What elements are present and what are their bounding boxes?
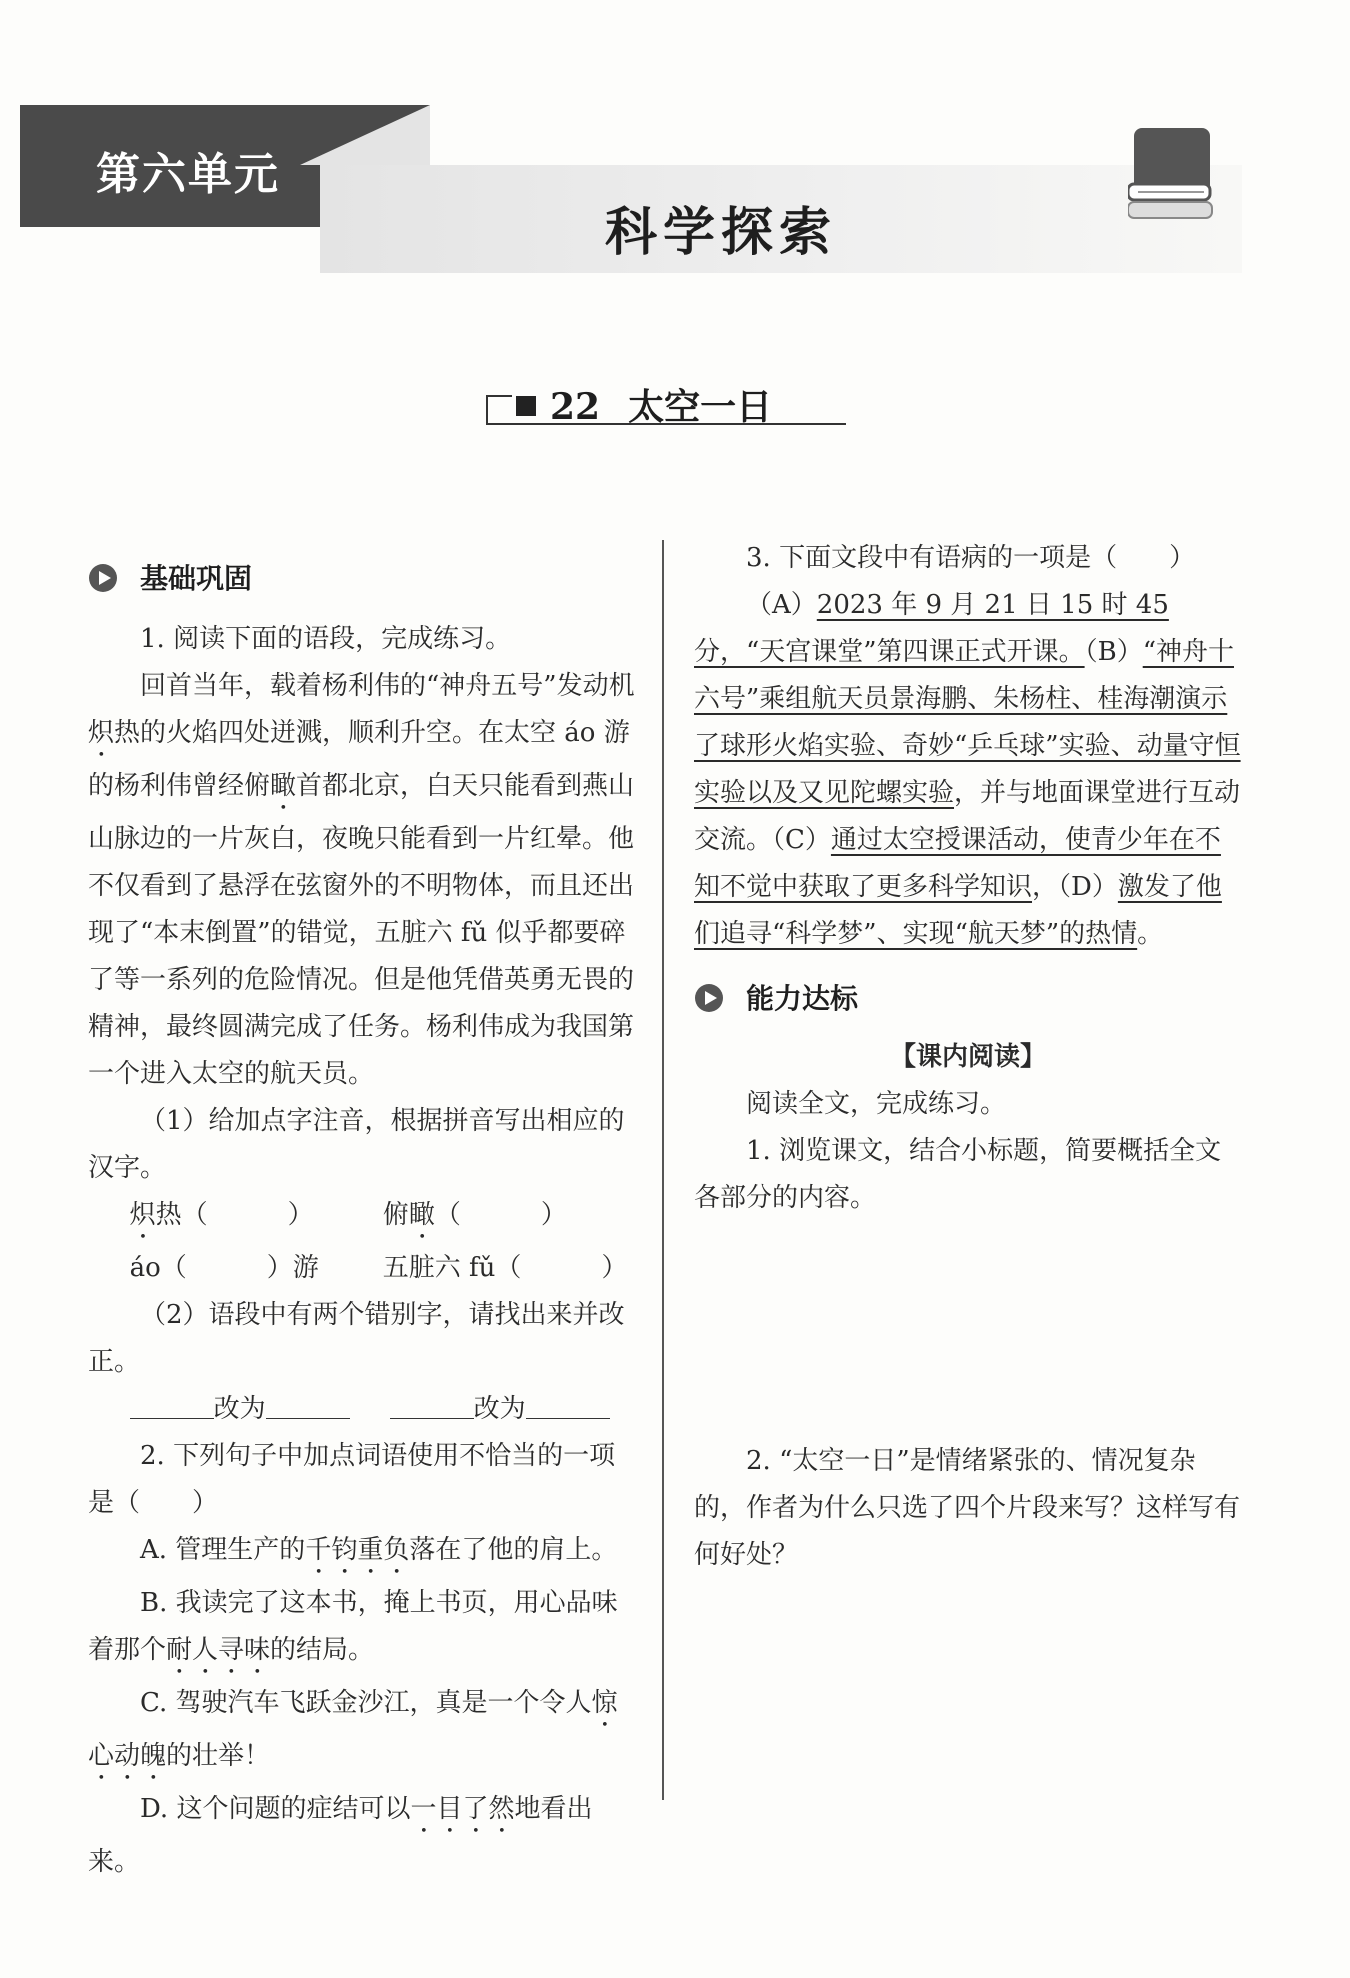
lesson-name: 太空一日	[628, 386, 773, 428]
item-text: ）	[287, 1200, 314, 1230]
passage-text: 俯	[244, 771, 271, 801]
left-column	[88, 548, 636, 1886]
option-label: （D）	[1058, 872, 1118, 902]
option-text: D. 这个问题的症结可以	[140, 1794, 411, 1824]
sub-question-1: （1）给加点字注音，根据拼音写出相应的汉字。	[88, 1106, 625, 1183]
item-text: （	[434, 1200, 461, 1230]
section-heading-basics	[88, 548, 636, 608]
heading-bracket	[486, 395, 488, 425]
reading-question-2: 2. “太空一日”是情绪紧张的、情况复杂的，作者为什么只选了四个片段来写？这样写有何好处？	[694, 1446, 1241, 1570]
pinyin-item	[130, 1192, 383, 1245]
underlined-text: 激发了他们追寻“科学梦”、实现“航天梦”的热情	[694, 872, 1222, 949]
passage-text: 。	[1137, 919, 1164, 949]
dotted-phrase: 千钧重负	[305, 1535, 410, 1565]
option-a	[88, 1527, 636, 1580]
unit-title: 第六单元	[96, 149, 280, 200]
underlined-text: 2023 年 9 月 21 日 15 时 45 分，“天宫课堂”第四课正式开课。	[694, 590, 1169, 667]
answer-area[interactable]	[694, 1579, 1242, 1747]
pinyin-row-1	[88, 1192, 636, 1245]
question-2-stem: 2. 下列句子中加点词语使用不恰当的一项是（ ）	[88, 1441, 616, 1518]
heading-bracket-top	[486, 395, 512, 397]
question-1-passage	[88, 663, 636, 1098]
dotted-char: 瞰	[270, 771, 297, 801]
option-text: C. 驾驶汽车飞跃金沙江，真是一个令人	[140, 1688, 592, 1718]
passage-text: 回首当年，载着杨利伟的“神舟五号”发动机	[140, 671, 635, 701]
section-title: 能力达标	[746, 981, 859, 1015]
option-text: A. 管理生产的	[140, 1535, 306, 1565]
right-column	[694, 535, 1242, 1747]
pinyin-row-2	[88, 1245, 636, 1292]
option-label: （A）	[746, 590, 817, 620]
underlined-text: “神舟十六号”乘组航天员景海鹏、朱杨柱、桂海潮演示了球形火焰实验、奇妙“乒乓球”实验、动量守恒实验以及又见陀螺实验	[694, 637, 1241, 808]
answer-blank[interactable]	[390, 1396, 474, 1419]
answer-blank[interactable]	[266, 1396, 350, 1419]
reading-heading: 【课内阅读】	[889, 1042, 1046, 1072]
dotted-char: 炽	[129, 1200, 156, 1230]
square-bullet-icon	[516, 396, 536, 416]
dotted-char: 瞰	[408, 1200, 435, 1230]
option-text: 地看出来。	[88, 1794, 593, 1877]
passage-text: ，并与地面课堂进行互动交流。	[694, 778, 1241, 855]
option-text: 的壮举！	[166, 1741, 271, 1771]
question-3-passage	[694, 582, 1242, 958]
lesson-number: 22	[550, 386, 601, 428]
pinyin-item	[130, 1245, 383, 1292]
column-divider	[662, 540, 664, 1800]
play-circle-icon	[694, 983, 724, 1013]
option-label: （B）	[1084, 637, 1143, 667]
option-text: 的结局。	[270, 1635, 375, 1665]
item-text: áo（	[129, 1253, 187, 1283]
reading-question-1: 1. 浏览课文，结合小标题，简要概括全文各部分的内容。	[694, 1136, 1222, 1213]
answer-area[interactable]	[694, 1222, 1242, 1390]
item-text: 热（	[155, 1200, 208, 1230]
dotted-phrase: 惊心动魄	[88, 1688, 618, 1771]
passage-text: 热的火焰四处迸溅，顺利升空。在太空 áo 游的杨利伟曾经	[88, 718, 630, 801]
passage-text: ，	[1032, 872, 1059, 902]
correction-row	[88, 1386, 636, 1433]
dotted-phrase: 一目了然	[410, 1794, 515, 1824]
answer-blank[interactable]	[526, 1396, 610, 1419]
question-3-stem: 3. 下面文段中有语病的一项是（ ）	[746, 543, 1196, 573]
reading-intro: 阅读全文，完成练习。	[746, 1089, 1007, 1119]
item-text: 五脏六 fǔ（	[382, 1253, 522, 1283]
sub-question-2: （2）语段中有两个错别字，请找出来并改正。	[88, 1300, 625, 1377]
option-label: （C）	[772, 825, 831, 855]
underlined-text: 通过太空授课活动，使青少年在不知不觉中获取了更多科学知识	[694, 825, 1221, 902]
item-text: ）	[540, 1200, 567, 1230]
question-1-stem: 1. 阅读下面的语段，完成练习。	[140, 624, 512, 654]
theme-title: 科学探索	[605, 202, 838, 263]
option-b	[88, 1580, 636, 1680]
option-text: 落在了他的肩上。	[409, 1535, 618, 1565]
section-title: 基础巩固	[140, 561, 253, 595]
answer-blank[interactable]	[130, 1396, 214, 1419]
change-to-label: 改为	[473, 1394, 526, 1424]
lesson-title	[516, 379, 772, 430]
passage-text: 首都北京，白天只能看到燕山山脉边的一片灰白，夜晚只能看到一片红晕。他不仅看到了悬浮在弦窗外的不明物体，而且还出现了“本末倒置”的错觉，五脏六 fǔ 似乎都要碎了等一系列的危险情况。但是他凭借英勇无畏的精神，最终圆满完成了任务。杨利伟成为我国第一个进入太空的航天员。	[88, 771, 635, 1089]
play-circle-icon	[88, 563, 118, 593]
banner-slant	[300, 105, 430, 165]
section-heading-ability	[694, 968, 1242, 1028]
pinyin-item	[383, 1192, 636, 1245]
change-to-label: 改为	[213, 1394, 266, 1424]
item-text: 俯	[382, 1200, 409, 1230]
option-text: B. 我读完了这本书，掩上书页，用心品味着那个	[88, 1588, 618, 1665]
lesson-heading	[486, 375, 846, 427]
option-d	[88, 1786, 636, 1886]
item-text: ）游	[266, 1253, 319, 1283]
book-stack-icon	[1128, 122, 1216, 226]
option-c	[88, 1680, 636, 1786]
pinyin-item	[383, 1245, 636, 1292]
dotted-phrase: 耐人寻味	[166, 1635, 271, 1665]
dotted-char: 炽	[88, 718, 115, 748]
item-text: ）	[601, 1253, 628, 1283]
